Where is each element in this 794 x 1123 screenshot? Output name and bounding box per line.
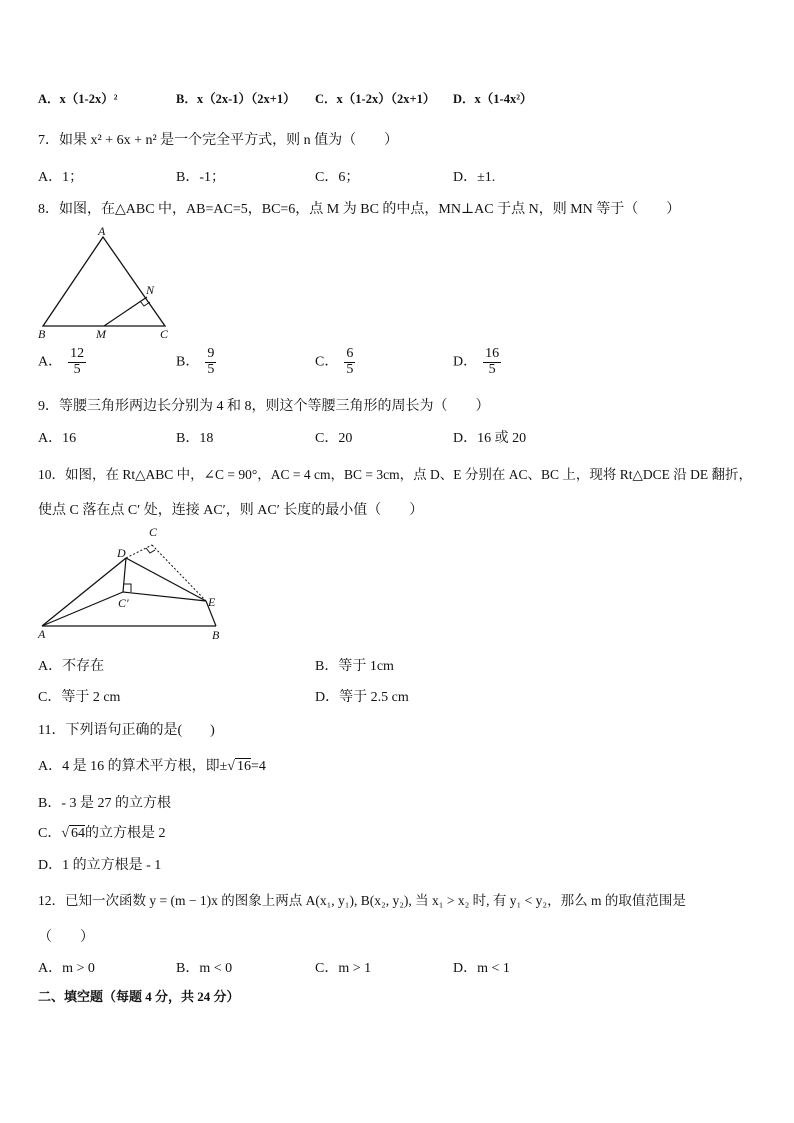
q8-option-c <box>315 347 355 377</box>
q7-option-a: A．1； <box>38 170 84 185</box>
q10-option-a: A．不存在 <box>38 659 105 674</box>
q8-option-c-letter: C． <box>315 354 339 370</box>
q11-stem: 11．下列语句正确的是( ) <box>38 723 215 738</box>
q8-option-b-num: 9 <box>207 346 215 361</box>
q8-option-d <box>453 347 501 377</box>
q8-option-d-letter: D． <box>453 354 478 370</box>
q10-label-e: E <box>208 595 216 609</box>
q10-triangle-figure <box>34 522 234 644</box>
q11-option-d: D．1 的立方根是 - 1 <box>38 858 162 873</box>
q8-triangle-abc <box>43 237 165 326</box>
q11-option-a <box>38 755 266 775</box>
q6-option-d: D．x（1-4x²） <box>453 92 533 106</box>
q10-segment-de <box>126 558 206 601</box>
q8-option-a <box>38 347 86 377</box>
q10-right-angle-c <box>146 548 155 553</box>
q10-option-d: D．等于 2.5 cm <box>315 690 409 705</box>
q8-triangle-figure <box>34 224 184 342</box>
q7-option-c: C．6； <box>315 170 360 185</box>
q10-label-cprime: C′ <box>118 596 129 610</box>
q10-segment-cprime-e <box>123 592 206 601</box>
q12-option-b: B．m < 0 <box>176 961 233 976</box>
q10-label-d: D <box>117 546 126 560</box>
q11-option-a-radicand: 16 <box>236 759 251 774</box>
q11-option-a-radical-sign: √ <box>227 759 235 774</box>
q11-option-c-pre: C． <box>38 826 62 841</box>
q8-option-c-fraction <box>344 347 355 377</box>
q9-option-b: B．18 <box>176 431 214 446</box>
q8-option-d-den: 5 <box>488 361 496 377</box>
q8-option-b-fraction <box>205 347 216 377</box>
q11-option-c-radical-sign: √ <box>61 826 70 841</box>
q12-option-a: A．m > 0 <box>38 961 95 976</box>
q11-option-b: B．- 3 是 27 的立方根 <box>38 796 171 811</box>
q8-label-b: B <box>38 327 46 341</box>
q10-option-c: C．等于 2 cm <box>38 690 121 705</box>
q9-stem: 9．等腰三角形两边长分别为 4 和 8，则这个等腰三角形的周长为（ ） <box>38 399 490 414</box>
q10-dotted-ce <box>152 545 206 601</box>
q8-label-a: A <box>98 224 106 238</box>
q12-paren: （ ） <box>38 930 94 945</box>
q11-option-a-post: =4 <box>250 759 266 774</box>
q6-option-b: B．x（2x-1）（2x+1） <box>176 92 296 106</box>
q11-option-c <box>38 822 166 842</box>
q10-segment-ad <box>42 558 126 626</box>
q11-option-c-post: 的立方根是 2 <box>85 826 166 841</box>
q8-option-a-num: 12 <box>70 346 85 361</box>
q9-option-d: D．16 或 20 <box>453 431 527 446</box>
q8-label-m: M <box>96 327 106 341</box>
q6-option-c: C．x（1-2x）（2x+1） <box>315 92 436 106</box>
q11-option-a-pre: A．4 是 16 的算术平方根，即± <box>38 759 228 774</box>
q12-option-d: D．m < 1 <box>453 961 510 976</box>
q8-option-d-num: 16 <box>485 346 500 361</box>
q12-option-c: C．m > 1 <box>315 961 372 976</box>
q10-segment-dcprime <box>123 558 126 592</box>
q7-option-b: B．-1； <box>176 170 225 185</box>
q8-option-c-num: 6 <box>346 346 354 361</box>
q9-option-c: C．20 <box>315 431 353 446</box>
q8-option-b <box>176 347 216 377</box>
q8-label-c: C <box>160 327 169 341</box>
q9-option-a: A．16 <box>38 431 77 446</box>
q8-option-d-fraction <box>483 347 501 377</box>
q8-option-a-den: 5 <box>73 361 81 377</box>
q7-option-d: D．±1. <box>453 170 496 185</box>
q10-stem-line1: 10．如图，在 Rt△ABC 中，∠C = 90°，AC = 4 cm，BC = 3cm，点 D、E 分别在 AC、BC 上，现将 Rt△DCE 沿 DE 翻折， <box>38 467 752 482</box>
q11-option-c-radicand: 64 <box>71 826 86 841</box>
q8-option-b-den: 5 <box>207 361 215 377</box>
q10-option-b: B．等于 1cm <box>315 659 394 674</box>
q10-dotted-dc <box>126 545 152 558</box>
q8-stem: 8．如图，在△ABC 中，AB=AC=5，BC=6，点 M 为 BC 的中点，MN⊥AC 于点 N，则 MN 等于（ ） <box>38 202 681 217</box>
q10-right-angle-cprime <box>124 584 131 592</box>
q7-stem: 7．如果 x² + 6x + n² 是一个完全平方式，则 n 值为（ ） <box>38 133 399 148</box>
q10-label-a: A <box>38 627 46 641</box>
q8-option-a-letter: A． <box>38 354 63 370</box>
q8-option-a-fraction <box>68 347 86 377</box>
q10-stem-line2: 使点 C 落在点 C′ 处，连接 AC′，则 AC′ 长度的最小值（ ） <box>38 503 424 518</box>
q10-segment-acprime <box>42 592 123 626</box>
q12-stem: 12．已知一次函数 y = (m − 1)x 的图象上两点 A(x₁, y₁), B(x₂, y₂), 当 x₁ > x₂ 时, 有 y₁ < y₂，那么 m 的取值范围是 <box>38 893 686 908</box>
q8-label-n: N <box>146 283 155 297</box>
q8-option-c-den: 5 <box>346 361 354 377</box>
q10-label-b: B <box>212 628 220 642</box>
q8-option-b-letter: B． <box>176 354 200 370</box>
q10-label-c: C <box>149 525 158 539</box>
section-2-heading: 二、填空题（每题 4 分，共 24 分） <box>38 989 240 1004</box>
q6-option-a: A．x（1-2x）² <box>38 92 118 106</box>
